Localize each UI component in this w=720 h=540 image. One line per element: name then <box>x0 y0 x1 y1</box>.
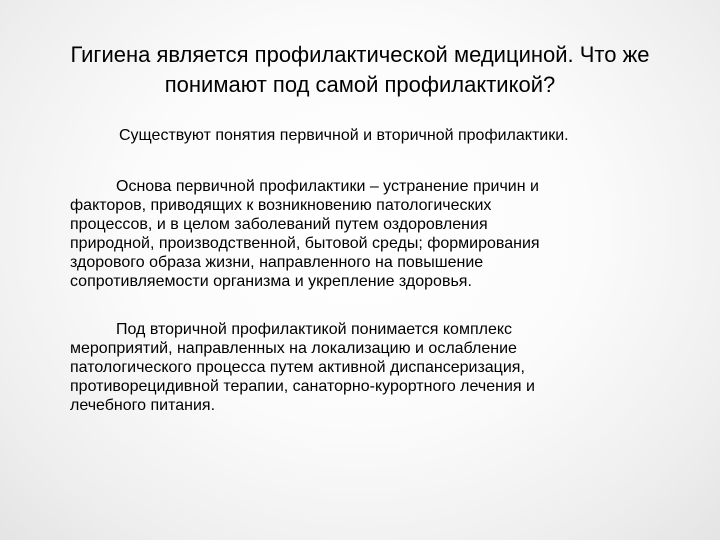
primary-prevention-paragraph <box>70 177 670 291</box>
paragraph2-line-5: лечебного питания. <box>70 397 216 414</box>
paragraph1-line-4: природной, производственной, бытовой среды; формирования <box>70 235 540 252</box>
slide-title-line-1: Гигиена является профилактической медициной. Что же <box>70 42 650 67</box>
paragraph1-line-2: факторов, приводящих к возникновению патологических <box>70 197 492 214</box>
intro-text: Существуют понятия первичной и вторичной профилактики. <box>119 127 569 144</box>
paragraph2-line-3: патологического процесса путем активной диспансеризация, <box>70 359 525 376</box>
paragraph2-line-2: мероприятий, направленных на локализацию и ослабление <box>70 340 517 357</box>
paragraph1-line-3: процессов, и в целом заболеваний путем оздоровления <box>70 216 488 233</box>
paragraph1-line-6: сопротивляемости организма и укрепление здоровья. <box>70 273 472 290</box>
paragraph1-line-5: здорового образа жизни, направленного на повышение <box>70 254 484 271</box>
paragraph2-line-1: Под вторичной профилактикой понимается комплекс <box>116 321 513 338</box>
slide-title <box>20 40 700 100</box>
paragraph2-line-4: противорецидивной терапии, санаторно-курортного лечения и <box>70 378 535 395</box>
slide-title-line-2: понимают под самой профилактикой? <box>164 72 556 97</box>
secondary-prevention-paragraph <box>70 320 670 415</box>
paragraph1-line-1: Основа первичной профилактики – устранение причин и <box>116 178 539 195</box>
